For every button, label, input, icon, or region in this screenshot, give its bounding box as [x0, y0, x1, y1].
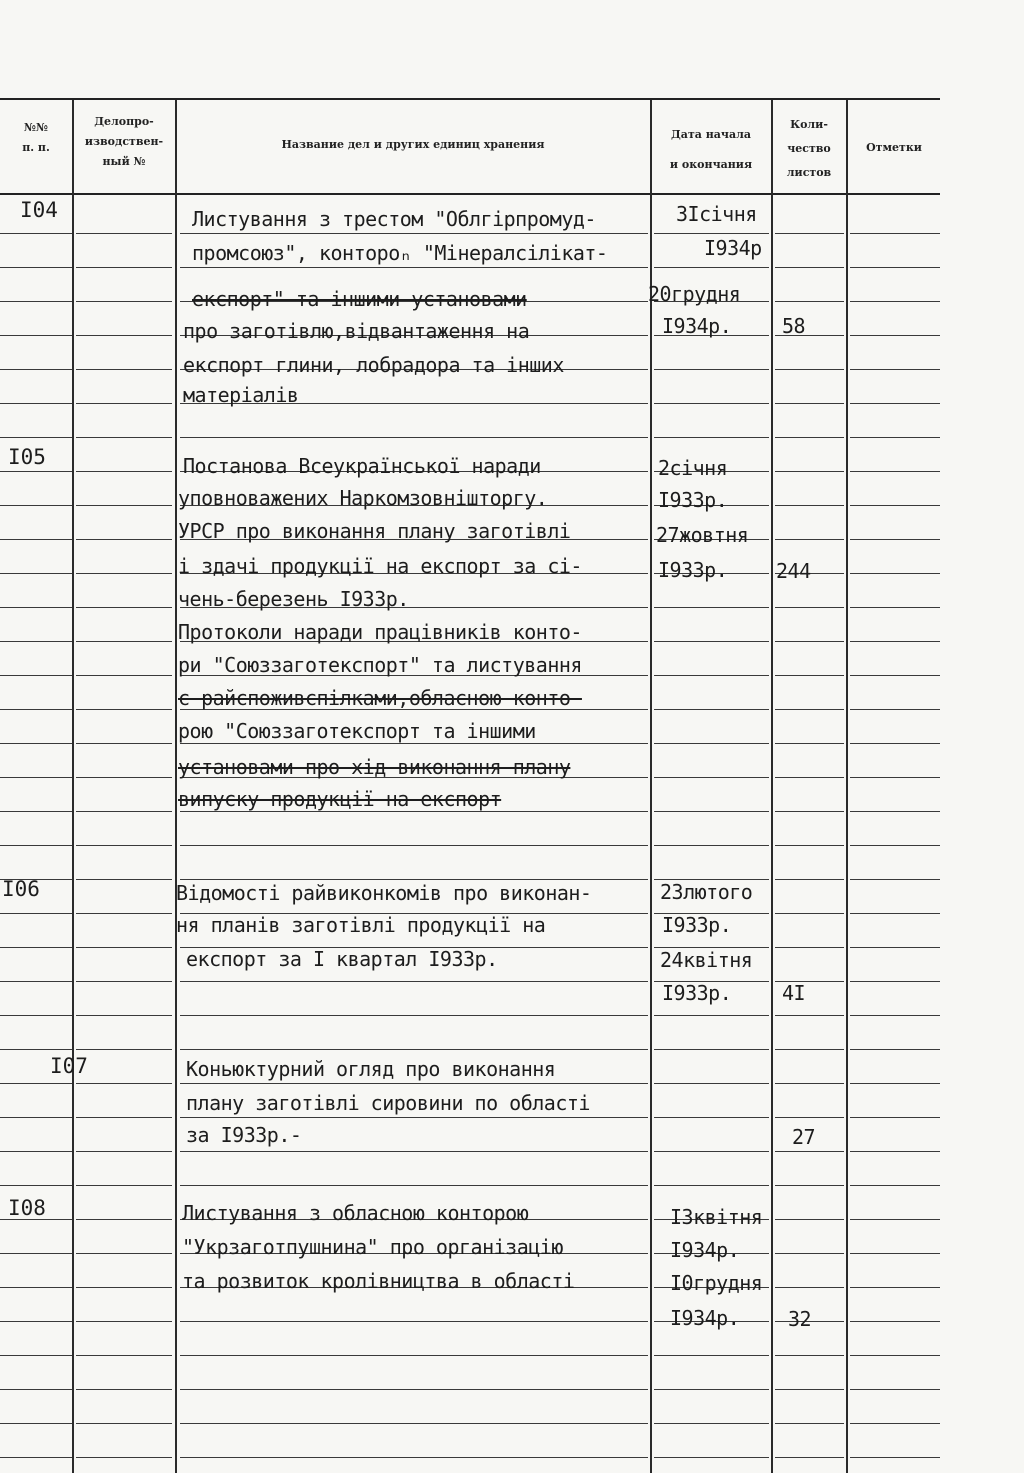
ruled-line — [775, 1253, 844, 1254]
ruled-line — [0, 403, 72, 404]
header-text: Название дел и других единиц хранения — [281, 138, 545, 151]
ruled-line — [180, 1457, 648, 1458]
ruled-line — [850, 1389, 940, 1390]
record-title-line: експорт за I квартал I933р. — [186, 947, 498, 971]
ruled-line — [775, 879, 844, 880]
ruled-line — [76, 1321, 172, 1322]
ruled-line — [850, 1355, 940, 1356]
header-text: и окончания — [669, 158, 753, 171]
record-date: 23лютого — [660, 880, 753, 904]
ruled-line — [180, 845, 648, 846]
header-bottom-border — [0, 193, 940, 195]
record-date: 27жовтня — [656, 523, 749, 547]
ruled-line — [850, 675, 940, 676]
ruled-line — [850, 403, 940, 404]
ruled-line — [654, 403, 769, 404]
ruled-line — [654, 641, 769, 642]
ruled-line — [850, 1253, 940, 1254]
record-date: I934р. — [670, 1306, 740, 1330]
record-number: I06 — [2, 877, 40, 901]
ruled-line — [0, 811, 72, 812]
record-title-line: та розвиток кролівництва в області — [182, 1269, 575, 1293]
ruled-line — [850, 1049, 940, 1050]
ruled-line — [654, 1423, 769, 1424]
ruled-line — [180, 1389, 648, 1390]
ruled-line — [775, 1219, 844, 1220]
ruled-line — [775, 709, 844, 710]
ruled-line — [76, 471, 172, 472]
record-date: I3квітня — [670, 1205, 763, 1229]
ruled-line — [76, 709, 172, 710]
ruled-line — [76, 335, 172, 336]
ruled-line — [0, 1355, 72, 1356]
ruled-line — [775, 1287, 844, 1288]
header-text: изводствен- — [84, 135, 164, 148]
ruled-line — [0, 335, 72, 336]
header-text: Коли- — [790, 118, 828, 131]
ruled-line — [850, 573, 940, 574]
ruled-line — [76, 811, 172, 812]
ruled-line — [76, 1117, 172, 1118]
ruled-line — [654, 709, 769, 710]
ruled-line — [654, 845, 769, 846]
ruled-line — [76, 845, 172, 846]
ruled-line — [775, 675, 844, 676]
record-date: 24квітня — [660, 948, 753, 972]
record-title-line: за I933р.- — [186, 1123, 302, 1147]
record-date: I0грудня — [670, 1271, 763, 1295]
ruled-line — [775, 845, 844, 846]
ruled-line — [180, 233, 648, 234]
record-number: I08 — [8, 1196, 46, 1220]
ruled-line — [850, 335, 940, 336]
ruled-line — [0, 1185, 72, 1186]
ruled-line — [76, 947, 172, 948]
ruled-line — [850, 539, 940, 540]
ruled-line — [76, 573, 172, 574]
ruled-line — [0, 709, 72, 710]
ruled-line — [850, 1287, 940, 1288]
header-office-number-column — [74, 112, 174, 172]
record-title-line: ня планів заготівлі продукції на — [176, 913, 546, 937]
header-text: Дата начала — [671, 128, 751, 141]
ruled-line — [76, 1219, 172, 1220]
ruled-line — [0, 675, 72, 676]
ruled-line — [76, 1253, 172, 1254]
ruled-line — [850, 981, 940, 982]
ruled-line — [775, 471, 844, 472]
record-date: 20грудня — [648, 282, 741, 306]
ruled-line — [0, 777, 72, 778]
ruled-line — [775, 777, 844, 778]
record-title-line: чень-березень I933р. — [178, 587, 409, 611]
ruled-line — [654, 607, 769, 608]
header-text: п. п. — [22, 141, 50, 154]
header-text: чество — [787, 142, 831, 155]
record-title-line: експорт глини, лобрадора та інших — [183, 353, 564, 377]
header-notes-column — [848, 138, 940, 158]
table-top-border — [0, 98, 940, 100]
record-title-line: Коньюктурний огляд про виконання — [186, 1057, 556, 1081]
header-text: ный № — [102, 155, 146, 168]
ruled-line — [76, 1423, 172, 1424]
ruled-line — [850, 369, 940, 370]
ruled-line — [0, 267, 72, 268]
record-title-line: плану заготівлі сировини по області — [186, 1091, 590, 1115]
ruled-line — [76, 1355, 172, 1356]
ruled-line — [850, 777, 940, 778]
ruled-line — [654, 233, 769, 234]
ruled-line — [850, 1423, 940, 1424]
ruled-line — [76, 1389, 172, 1390]
record-number: I05 — [8, 445, 46, 469]
ruled-line — [775, 1355, 844, 1356]
ruled-line — [775, 641, 844, 642]
ruled-line — [0, 1083, 72, 1084]
column-divider — [72, 100, 74, 1473]
ruled-line — [775, 811, 844, 812]
column-divider — [175, 100, 177, 1473]
ruled-line — [76, 981, 172, 982]
ruled-line — [76, 607, 172, 608]
record-title-line: Постанова Всеукраїнської наради — [183, 454, 541, 478]
ruled-line — [0, 1049, 72, 1050]
record-title-line: рою "Союззаготекспорт та іншими — [178, 719, 536, 743]
ruled-line — [0, 437, 72, 438]
ruled-line — [850, 641, 940, 642]
record-title-line: ри "Союззаготекспорт" та листування — [178, 653, 582, 677]
ruled-line — [775, 1151, 844, 1152]
ruled-line — [850, 1321, 940, 1322]
ruled-line — [180, 1049, 648, 1050]
ruled-line — [76, 1151, 172, 1152]
ruled-line — [775, 1389, 844, 1390]
ruled-line — [180, 1151, 648, 1152]
ruled-line — [0, 1457, 72, 1458]
ruled-line — [850, 267, 940, 268]
ruled-line — [0, 913, 72, 914]
ruled-line — [0, 947, 72, 948]
record-title-line: промсоюз", контороₙ "Мінералсілікат- — [192, 241, 608, 265]
ruled-line — [850, 1457, 940, 1458]
ruled-line — [0, 369, 72, 370]
ruled-line — [0, 1423, 72, 1424]
ruled-line — [76, 913, 172, 914]
ruled-line — [850, 709, 940, 710]
record-date: I934р. — [662, 314, 732, 338]
ruled-line — [180, 1083, 648, 1084]
column-divider — [771, 100, 773, 1473]
ruled-line — [180, 981, 648, 982]
ruled-line — [0, 1117, 72, 1118]
ruled-line — [654, 1389, 769, 1390]
ruled-line — [654, 675, 769, 676]
record-title-line: уповноважених Наркомзовнішторгу. — [178, 486, 548, 510]
ruled-line — [775, 1117, 844, 1118]
column-divider — [846, 100, 848, 1473]
ruled-line — [654, 1185, 769, 1186]
ruled-line — [775, 1049, 844, 1050]
ruled-line — [0, 981, 72, 982]
header-text: №№ — [24, 121, 48, 134]
ruled-line — [0, 1151, 72, 1152]
ruled-line — [180, 267, 648, 268]
record-title-line: "Укрзаготпушнина" про організацію — [182, 1235, 563, 1259]
header-count-column — [773, 113, 845, 185]
ruled-line — [850, 743, 940, 744]
ruled-line — [76, 879, 172, 880]
ruled-line — [850, 1151, 940, 1152]
ruled-line — [775, 913, 844, 914]
header-number-column — [0, 118, 72, 158]
ruled-line — [76, 777, 172, 778]
ruled-line — [654, 1015, 769, 1016]
ruled-line — [0, 1321, 72, 1322]
ruled-line — [180, 437, 648, 438]
ruled-line — [775, 437, 844, 438]
record-title-line: Листування з трестом "Облгірпромуд- — [192, 207, 596, 231]
ruled-line — [775, 267, 844, 268]
ruled-line — [180, 1355, 648, 1356]
ruled-line — [775, 369, 844, 370]
record-number: I04 — [20, 198, 58, 222]
header-title-column — [177, 135, 649, 155]
ruled-line — [850, 1083, 940, 1084]
ruled-line — [850, 505, 940, 506]
record-title-line: і здачі продукції на експорт за сі- — [178, 554, 582, 578]
ruled-line — [76, 301, 172, 302]
record-date: I933р. — [662, 913, 732, 937]
record-title-line: установами про хід виконання плану — [178, 755, 571, 779]
ruled-line — [76, 743, 172, 744]
ruled-line — [0, 233, 72, 234]
ruled-line — [0, 1015, 72, 1016]
ruled-line — [654, 1355, 769, 1356]
ruled-line — [654, 1049, 769, 1050]
ruled-line — [654, 437, 769, 438]
record-date: 3Iсічня — [676, 202, 757, 226]
ruled-line — [76, 1287, 172, 1288]
ruled-line — [654, 1117, 769, 1118]
ruled-line — [76, 1457, 172, 1458]
header-dates-column — [652, 120, 770, 180]
record-title-line: с райспоживспілками,обласною конто- — [178, 686, 582, 710]
ruled-line — [0, 539, 72, 540]
ruled-line — [654, 777, 769, 778]
ruled-line — [76, 369, 172, 370]
record-title-line: УРСР про виконання плану заготівлі — [178, 519, 571, 543]
ruled-line — [76, 675, 172, 676]
ruled-line — [0, 471, 72, 472]
ruled-line — [850, 233, 940, 234]
ruled-line — [775, 1423, 844, 1424]
record-title-line: Протоколи наради працівників конто- — [178, 620, 582, 644]
ruled-line — [775, 743, 844, 744]
ruled-line — [654, 743, 769, 744]
ruled-line — [654, 1083, 769, 1084]
ruled-line — [850, 1219, 940, 1220]
ruled-line — [76, 1049, 172, 1050]
ruled-line — [0, 1287, 72, 1288]
ruled-line — [654, 369, 769, 370]
ruled-line — [654, 1151, 769, 1152]
ruled-line — [775, 947, 844, 948]
ruled-line — [850, 811, 940, 812]
record-date: I933р. — [658, 488, 728, 512]
ruled-line — [850, 1185, 940, 1186]
ruled-line — [775, 539, 844, 540]
ruled-line — [775, 1015, 844, 1016]
ruled-line — [654, 811, 769, 812]
ruled-line — [850, 947, 940, 948]
ruled-line — [850, 845, 940, 846]
record-sheet-count: 27 — [792, 1125, 816, 1149]
ruled-line — [850, 471, 940, 472]
record-sheet-count: 58 — [782, 314, 806, 338]
ruled-line — [0, 1253, 72, 1254]
record-date: 2січня — [658, 456, 728, 480]
record-number: I07 — [50, 1054, 88, 1078]
ruled-line — [775, 1457, 844, 1458]
record-date: I933р. — [662, 981, 732, 1005]
ruled-line — [775, 505, 844, 506]
record-date: I933р. — [658, 558, 728, 582]
ruled-line — [76, 539, 172, 540]
ruled-line — [76, 437, 172, 438]
ruled-line — [180, 1117, 648, 1118]
ruled-line — [76, 267, 172, 268]
ruled-line — [0, 743, 72, 744]
record-title-line: випуску продукції на експорт — [178, 787, 502, 811]
ruled-line — [76, 641, 172, 642]
ruled-line — [0, 641, 72, 642]
ruled-line — [850, 1117, 940, 1118]
record-date: I934р. — [670, 1238, 740, 1262]
ruled-line — [850, 1015, 940, 1016]
ruled-line — [775, 1083, 844, 1084]
ruled-line — [76, 1083, 172, 1084]
record-sheet-count: 4I — [782, 981, 806, 1005]
record-date: I934р — [704, 236, 762, 260]
record-title-line: Відомості райвиконкомів про виконан- — [176, 881, 592, 905]
ruled-line — [0, 301, 72, 302]
ruled-line — [76, 1015, 172, 1016]
ruled-line — [850, 437, 940, 438]
header-text: Отметки — [866, 141, 922, 154]
record-title-line: Листування з обласною конторою — [182, 1201, 529, 1225]
ruled-line — [76, 505, 172, 506]
header-text: Делопро- — [94, 115, 154, 128]
header-text: листов — [786, 166, 832, 179]
ruled-line — [850, 879, 940, 880]
ruled-line — [775, 607, 844, 608]
ruled-line — [0, 573, 72, 574]
record-sheet-count: 32 — [788, 1307, 812, 1331]
ruled-line — [654, 1457, 769, 1458]
ruled-line — [180, 1185, 648, 1186]
record-title-line: про заготівлю,відвантаження на — [183, 319, 530, 343]
record-sheet-count: 244 — [776, 559, 811, 583]
ruled-line — [775, 233, 844, 234]
ruled-line — [850, 913, 940, 914]
ruled-line — [775, 403, 844, 404]
ruled-line — [180, 1423, 648, 1424]
ruled-line — [654, 267, 769, 268]
ruled-line — [775, 1185, 844, 1186]
ruled-line — [775, 301, 844, 302]
ruled-line — [76, 233, 172, 234]
ruled-line — [0, 607, 72, 608]
record-title-line: матеріалів — [183, 383, 299, 407]
ruled-line — [850, 301, 940, 302]
ruled-line — [76, 403, 172, 404]
record-title-line: експорт" та іншими установами — [192, 287, 527, 311]
ruled-line — [180, 1321, 648, 1322]
ruled-line — [76, 1185, 172, 1186]
ruled-line — [0, 505, 72, 506]
ruled-line — [0, 845, 72, 846]
ruled-line — [0, 1389, 72, 1390]
ruled-line — [180, 1015, 648, 1016]
ruled-line — [850, 607, 940, 608]
